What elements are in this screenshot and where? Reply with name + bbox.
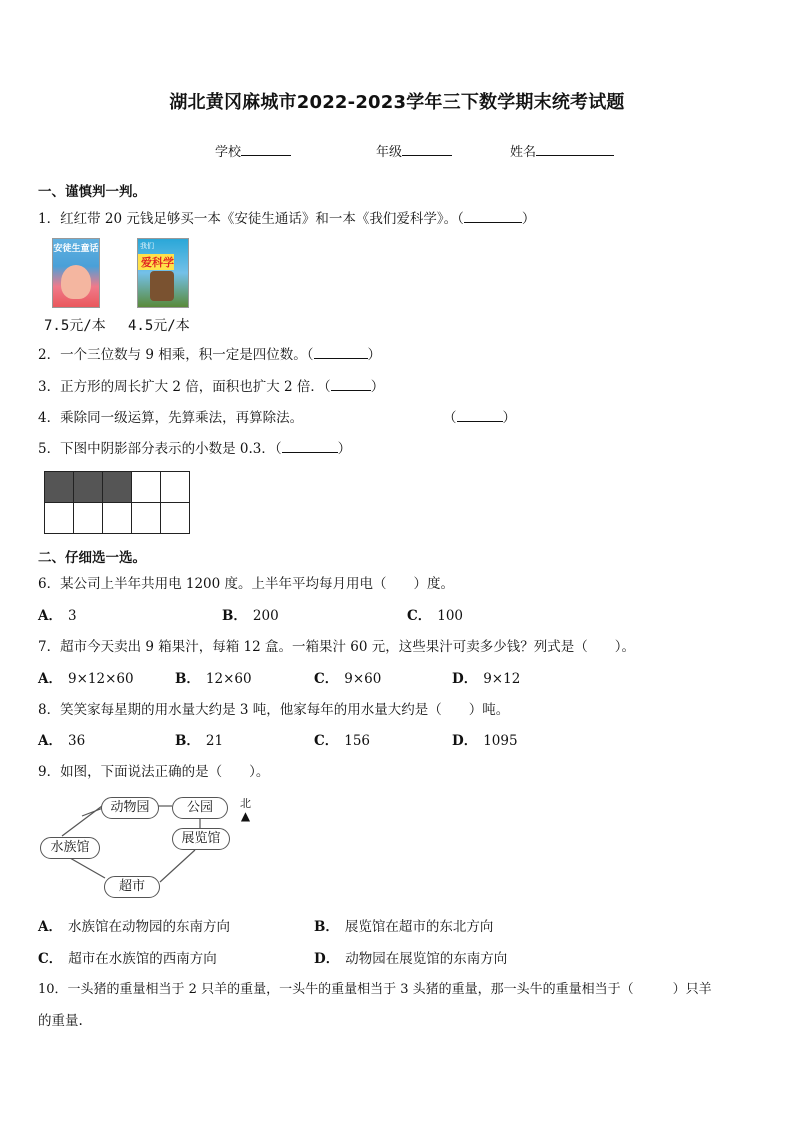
option-9a[interactable]: A． 水族馆在动物园的东南方向 — [38, 919, 230, 935]
grid-row — [45, 503, 190, 534]
option-8c[interactable]: C． 156 — [314, 733, 371, 749]
grid-cell — [103, 503, 132, 534]
option-7b[interactable]: B． 12×60 — [175, 671, 252, 687]
option-8b[interactable]: B． 21 — [175, 733, 224, 749]
option-7c[interactable]: C． 9×60 — [314, 671, 382, 687]
name-field[interactable] — [510, 141, 614, 160]
book-cover-science: 我们 爱科学 — [137, 238, 189, 308]
school-field[interactable] — [215, 141, 291, 160]
decimal-grid — [44, 471, 190, 534]
question-9: 9．如图，下面说法正确的是（ ）。 — [38, 764, 270, 780]
question-6: 6．某公司上半年共用电 1200 度。上半年平均每月用电（ ）度。 — [38, 576, 455, 592]
grid-cell — [161, 503, 190, 534]
option-6b[interactable]: B． 200 — [222, 608, 279, 624]
answer-blank-3[interactable] — [331, 379, 371, 391]
option-7d[interactable]: D． 9×12 — [452, 671, 521, 687]
grid-cell — [45, 503, 74, 534]
map-node-zoo: 动物园 — [101, 797, 159, 819]
answer-blank-1[interactable] — [464, 211, 522, 223]
name-blank[interactable] — [536, 143, 614, 156]
grid-cell — [74, 472, 103, 503]
school-blank[interactable] — [241, 143, 291, 156]
name-label: 姓名 — [510, 145, 537, 160]
grid-cell — [45, 472, 74, 503]
option-9c[interactable]: C． 超市在水族馆的西南方向 — [38, 951, 217, 967]
section1-heading: 一、谨慎判一判。 — [38, 184, 146, 200]
map-node-aquarium: 水族馆 — [40, 837, 100, 859]
question-5: 5．下图中阴影部分表示的小数是 0.3．（ ） — [38, 441, 352, 457]
price-book-2: 4.5元/本 — [128, 318, 190, 334]
book-cover-andersen: 安徒生童话 — [52, 238, 100, 308]
option-6a[interactable]: A． 3 — [38, 608, 77, 624]
grid-cell — [132, 503, 161, 534]
grid-cell — [103, 472, 132, 503]
grid-cell — [132, 472, 161, 503]
page-title: 湖北黄冈麻城市2022-2023学年三下数学期末统考试题 — [169, 92, 625, 113]
answer-blank-2[interactable] — [314, 347, 368, 359]
question-10: 10．一头猪的重量相当于 2 只羊的重量，一头牛的重量相当于 3 头猪的重量，那一头牛的重量相当于（ ）只羊 — [38, 982, 712, 997]
question-3: 3．正方形的周长扩大 2 倍，面积也扩大 2 倍．（ ） — [38, 379, 385, 395]
option-8d[interactable]: D． 1095 — [452, 733, 518, 749]
option-7a[interactable]: A． 9×12×60 — [38, 671, 134, 687]
price-book-1: 7.5元/本 — [44, 318, 106, 334]
section2-heading: 二、仔细选一选。 — [38, 550, 146, 566]
grid-row — [45, 472, 190, 503]
option-9d[interactable]: D． 动物园在展览馆的东南方向 — [314, 951, 508, 967]
option-9b[interactable]: B． 展览馆在超市的东北方向 — [314, 919, 494, 935]
grade-field[interactable] — [376, 141, 452, 160]
map-node-park: 公园 — [172, 797, 228, 819]
school-label: 学校 — [215, 145, 242, 160]
illustration-figure — [150, 271, 174, 301]
question-1: 1．红红带 20 元钱足够买一本《安徒生通话》和一本《我们爱科学》。（ ） — [38, 211, 536, 227]
answer-blank-4[interactable] — [457, 410, 503, 422]
question-7: 7．超市今天卖出 9 箱果汁，每箱 12 盒。一箱果汁 60 元，这些果汁可卖多少钱？列式是（ ）。 — [38, 639, 636, 655]
grade-label: 年级 — [376, 145, 403, 160]
question-8: 8．笑笑家每星期的用水量大约是 3 吨，他家每年的用水量大约是（ ）吨。 — [38, 702, 510, 718]
question-10-cont: 的重量. — [38, 1013, 83, 1029]
option-6c[interactable]: C． 100 — [407, 608, 464, 624]
north-arrow-icon: ▲ — [240, 809, 251, 823]
question-4-answer: （ ） — [443, 410, 516, 426]
option-8a[interactable]: A． 36 — [38, 733, 86, 749]
grid-cell — [74, 503, 103, 534]
illustration-figure — [61, 265, 91, 299]
map-node-exhibit: 展览馆 — [172, 828, 230, 850]
answer-blank-5[interactable] — [282, 441, 338, 453]
north-indicator: 北 ▲ — [240, 797, 251, 823]
grid-cell — [161, 472, 190, 503]
question-2: 2．一个三位数与 9 相乘，积一定是四位数。（ ） — [38, 347, 382, 363]
question-4: 4．乘除同一级运算，先算乘法，再算除法。 — [38, 410, 304, 426]
map-node-market: 超市 — [104, 876, 160, 898]
grade-blank[interactable] — [402, 143, 452, 156]
